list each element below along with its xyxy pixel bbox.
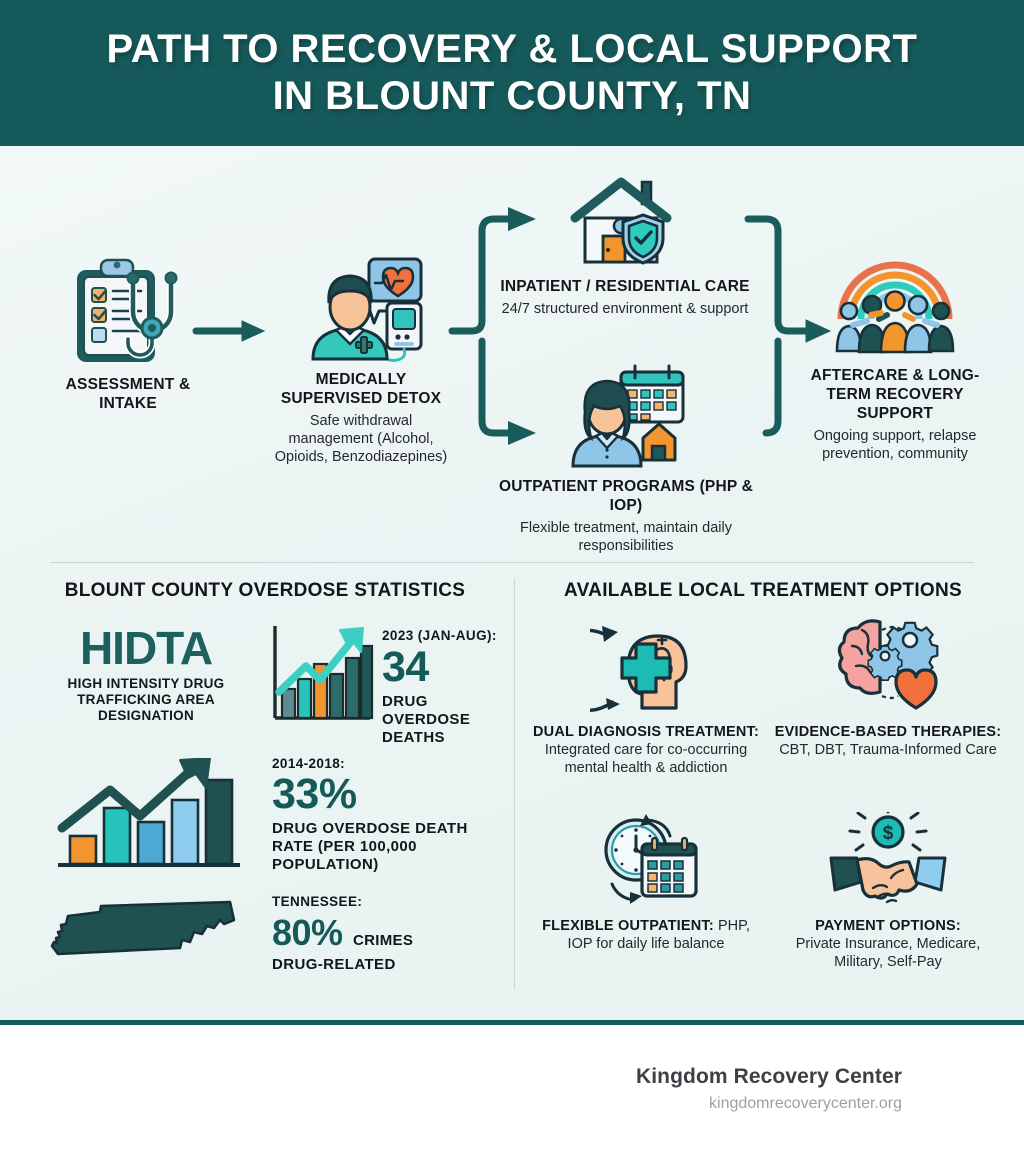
stat-label: 2014-2018: xyxy=(272,756,346,771)
treatment-options-grid xyxy=(528,612,1006,1002)
option-text xyxy=(770,724,1006,760)
option-card-flexible-outpatient[interactable] xyxy=(528,812,764,1002)
option-desc: Private Insurance, Medicare, Military, Self-Pay xyxy=(795,935,981,970)
header-banner xyxy=(0,0,1024,146)
head-medical-cross-icon xyxy=(590,612,702,718)
flow-step-title: AFTERCARE & LONG-TERM RECOVERY SUPPORT xyxy=(810,367,980,422)
option-card-payment-options[interactable] xyxy=(770,812,1006,1002)
option-title: DUAL DIAGNOSIS TREATMENT: xyxy=(533,724,759,740)
hidta-acronym: HIDTA xyxy=(79,622,213,674)
stat-label: TENNESSEE: xyxy=(272,894,363,909)
flow-step-detox xyxy=(268,251,454,467)
option-text xyxy=(528,724,764,778)
stat-value: 80% xyxy=(272,912,343,954)
flow-step-title: OUTPATIENT PROGRAMS (PHP & IOP) xyxy=(498,478,754,514)
organization-url[interactable]: kingdomrecoverycenter.org xyxy=(709,1095,902,1112)
stat-unit-inline: CRIMES xyxy=(353,932,414,950)
nurse-vitals-monitor-icon xyxy=(295,251,427,363)
stat-label: 2023 (JAN-AUG): xyxy=(382,628,497,643)
flow-step-desc: 24/7 structured environment & support xyxy=(501,300,749,317)
option-desc: CBT, DBT, Trauma-Informed Care xyxy=(779,741,997,758)
option-title: PAYMENT OPTIONS: xyxy=(815,918,961,934)
hidta-block xyxy=(48,622,244,725)
brain-gears-heart-icon xyxy=(832,612,944,718)
option-title: FLEXIBLE OUTPATIENT: xyxy=(542,918,714,934)
flow-step-desc: Safe withdrawal management (Alcohol, Opioids, Benzodiazepines) xyxy=(274,412,448,466)
bar-chart-up-arrow-icon-rate xyxy=(48,758,244,876)
organization-name: Kingdom Recovery Center xyxy=(635,1065,902,1088)
option-text xyxy=(770,918,1006,972)
flow-step-assessment xyxy=(36,256,220,414)
options-panel-heading: AVAILABLE LOCAL TREATMENT OPTIONS xyxy=(564,580,962,601)
house-shield-icon xyxy=(563,174,687,270)
bar-chart-up-arrow-icon-2023 xyxy=(262,620,376,732)
option-card-dual-diagnosis[interactable] xyxy=(528,612,764,802)
rainbow-community-icon xyxy=(823,251,967,359)
clock-calendar-icon xyxy=(590,812,702,912)
clipboard-stethoscope-icon xyxy=(63,256,193,368)
option-desc: PHP, IOP for daily life balance xyxy=(567,918,750,952)
option-text xyxy=(528,918,764,954)
stat-value: 34 xyxy=(382,643,429,692)
flow-step-title: MEDICALLY SUPERVISED DETOX xyxy=(280,371,442,407)
flow-step-desc: Flexible treatment, maintain daily responsibilities xyxy=(520,519,732,555)
option-desc: Integrated care for co-occurring mental health & addiction xyxy=(544,741,748,776)
stat-unit: DRUG OVERDOSE DEATH RATE (PER 100,000 POPULATION) xyxy=(272,819,468,874)
flow-step-inpatient xyxy=(500,174,750,318)
recovery-flow-diagram xyxy=(0,156,1024,556)
flow-step-title: ASSESSMENT & INTAKE xyxy=(65,376,191,412)
vertical-divider xyxy=(514,578,515,990)
stat-rate-text xyxy=(272,756,502,874)
hidta-expansion: HIGH INTENSITY DRUG TRAFFICKING AREA DESIGNATION xyxy=(67,676,225,724)
horizontal-divider xyxy=(50,562,974,563)
stat-unit: DRUG-RELATED xyxy=(272,956,396,974)
stat-tn-text xyxy=(272,894,502,975)
flow-step-aftercare xyxy=(800,251,990,463)
stat-unit: DRUG OVERDOSE DEATHS xyxy=(382,692,471,747)
svg-text:$: $ xyxy=(882,823,894,844)
footer xyxy=(0,1025,1024,1154)
tennessee-map-icon xyxy=(44,898,244,960)
person-calendar-house-icon xyxy=(559,364,693,470)
stats-panel-heading: BLOUNT COUNTY OVERDOSE STATISTICS xyxy=(64,580,466,601)
flow-step-outpatient xyxy=(486,364,766,555)
handshake-dollar-icon xyxy=(829,812,947,912)
option-card-evidence-based[interactable] xyxy=(770,612,1006,802)
option-title: EVIDENCE-BASED THERAPIES: xyxy=(774,724,1002,740)
stat-value: 33% xyxy=(272,770,357,819)
flow-step-desc: Ongoing support, relapse prevention, community xyxy=(813,427,977,462)
stat-2023-text xyxy=(382,628,510,747)
page-title: PATH TO RECOVERY & LOCAL SUPPORT IN BLOUNT COUNTY, TN xyxy=(106,26,918,118)
flow-step-title: INPATIENT / RESIDENTIAL CARE xyxy=(500,278,750,295)
stat-value-row xyxy=(272,912,502,954)
